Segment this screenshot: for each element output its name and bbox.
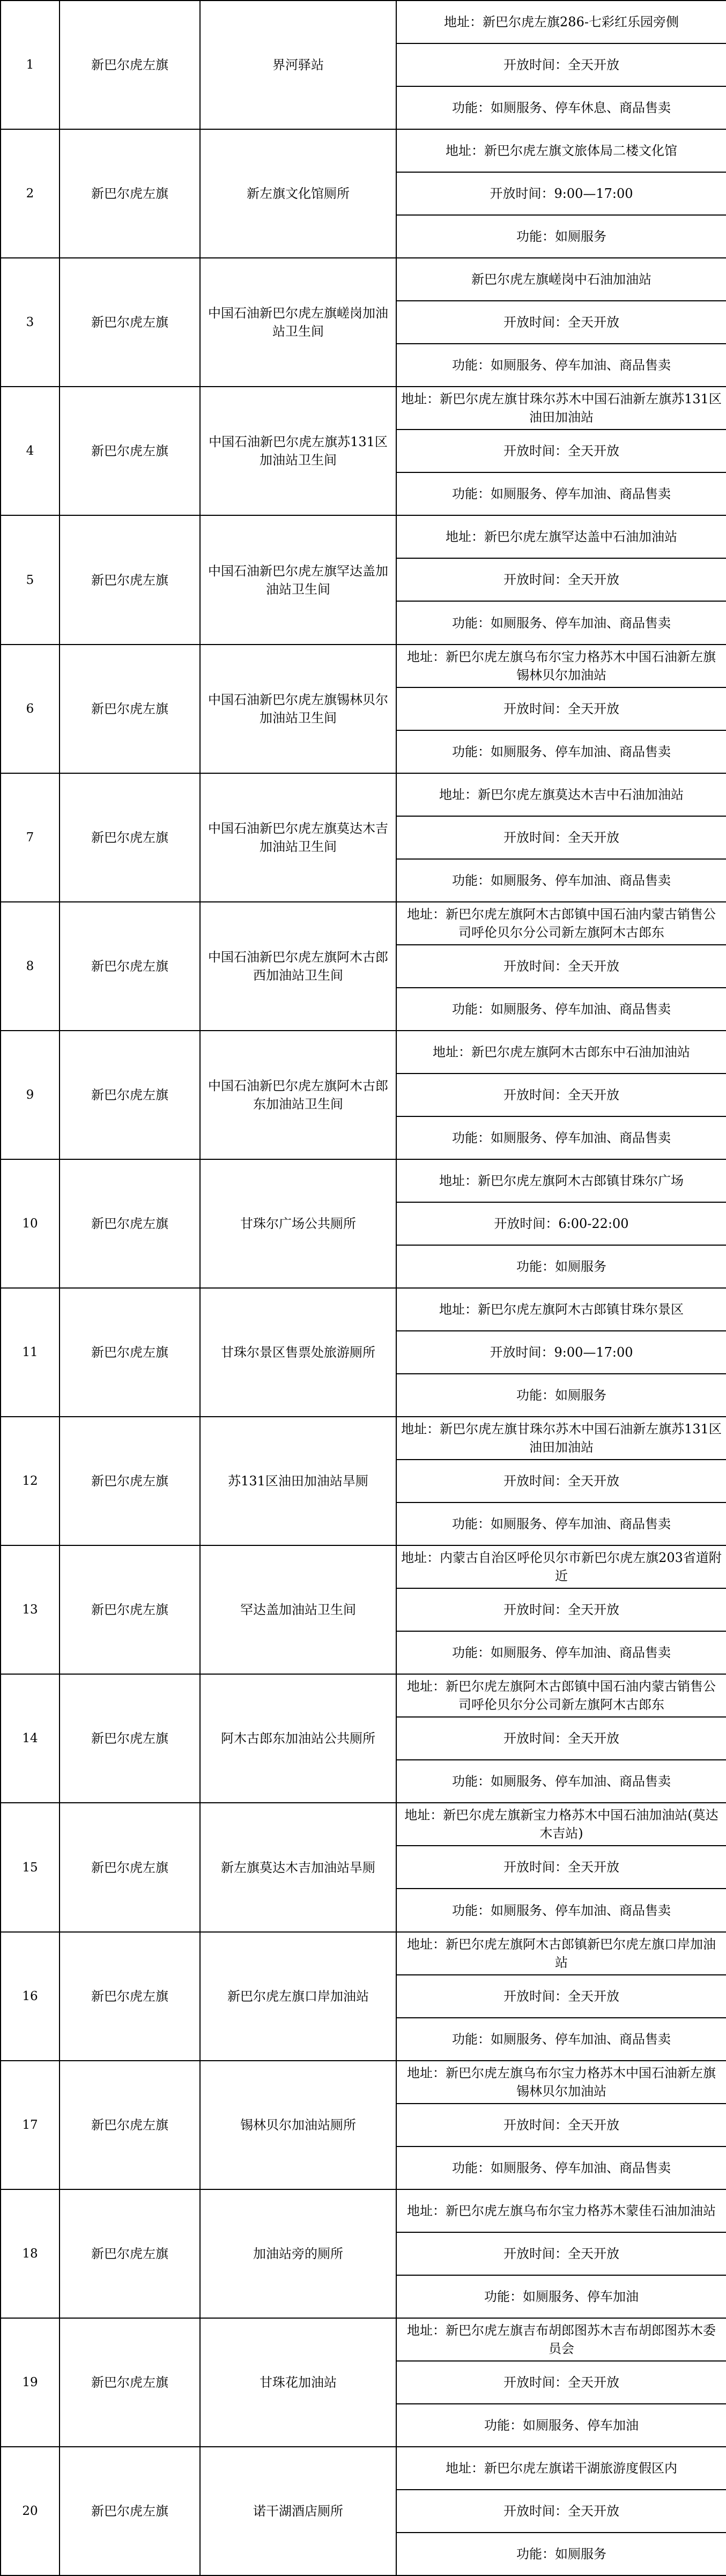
hours-cell: 开放时间：9:00—17:00 <box>396 172 726 215</box>
row-number: 16 <box>1 1932 60 2061</box>
table-row <box>1 1417 726 1460</box>
function-cell: 功能：如厕服务、停车加油 <box>396 2404 726 2447</box>
banner-name: 新巴尔虎左旗 <box>60 2447 200 2575</box>
table-row <box>1 2061 726 2104</box>
row-number: 2 <box>1 129 60 258</box>
table-row <box>1 902 726 945</box>
row-number: 19 <box>1 2318 60 2447</box>
function-cell: 功能：如厕服务、停车加油、商品售卖 <box>396 1760 726 1803</box>
address-cell: 地址：新巴尔虎左旗阿木古郎镇新巴尔虎左旗口岸加油站 <box>396 1932 726 1975</box>
hours-cell: 开放时间：全天开放 <box>396 687 726 730</box>
function-cell: 功能：如厕服务 <box>396 215 726 258</box>
function-cell: 功能：如厕服务、停车加油、商品售卖 <box>396 1502 726 1545</box>
banner-name: 新巴尔虎左旗 <box>60 2318 200 2447</box>
banner-name: 新巴尔虎左旗 <box>60 1159 200 1288</box>
row-number: 13 <box>1 1545 60 1674</box>
facility-name: 甘珠花加油站 <box>200 2318 396 2447</box>
function-cell: 功能：如厕服务、停车加油、商品售卖 <box>396 2146 726 2189</box>
banner-name: 新巴尔虎左旗 <box>60 1 200 129</box>
hours-cell: 开放时间：全天开放 <box>396 2361 726 2404</box>
facility-name: 中国石油新巴尔虎左旗阿木古郎西加油站卫生间 <box>200 902 396 1031</box>
facility-name: 中国石油新巴尔虎左旗嵯岗加油站卫生间 <box>200 258 396 387</box>
facility-name: 加油站旁的厕所 <box>200 2189 396 2318</box>
hours-cell: 开放时间：全天开放 <box>396 1717 726 1760</box>
address-cell: 地址：新巴尔虎左旗罕达盖中石油加油站 <box>396 515 726 558</box>
address-cell: 地址：新巴尔虎左旗吉布胡郎图苏木吉布胡郎图苏木委员会 <box>396 2318 726 2361</box>
banner-name: 新巴尔虎左旗 <box>60 387 200 515</box>
address-cell: 地址：新巴尔虎左旗甘珠尔苏木中国石油新左旗苏131区油田加油站 <box>396 1417 726 1460</box>
function-cell: 功能：如厕服务、停车休息、商品售卖 <box>396 86 726 129</box>
banner-name: 新巴尔虎左旗 <box>60 1932 200 2061</box>
hours-cell: 开放时间：全天开放 <box>396 558 726 601</box>
facility-name: 中国石油新巴尔虎左旗苏131区加油站卫生间 <box>200 387 396 515</box>
row-number: 1 <box>1 1 60 129</box>
banner-name: 新巴尔虎左旗 <box>60 1417 200 1545</box>
row-number: 8 <box>1 902 60 1031</box>
table-row <box>1 1031 726 1074</box>
banner-name: 新巴尔虎左旗 <box>60 1031 200 1159</box>
address-cell: 地址：新巴尔虎左旗莫达木吉中石油加油站 <box>396 773 726 816</box>
facility-name: 新左旗莫达木吉加油站旱厕 <box>200 1803 396 1932</box>
table-row <box>1 2189 726 2232</box>
table-row <box>1 1803 726 1846</box>
table-row <box>1 2447 726 2490</box>
address-cell: 地址：新巴尔虎左旗阿木古郎镇中国石油内蒙古销售公司呼伦贝尔分公司新左旗阿木古郎东 <box>396 1674 726 1717</box>
row-number: 14 <box>1 1674 60 1803</box>
facility-name: 甘珠尔广场公共厕所 <box>200 1159 396 1288</box>
address-cell: 新巴尔虎左旗嵯岗中石油加油站 <box>396 258 726 301</box>
hours-cell: 开放时间：全天开放 <box>396 2104 726 2146</box>
address-cell: 地址：新巴尔虎左旗甘珠尔苏木中国石油新左旗苏131区油田加油站 <box>396 387 726 430</box>
hours-cell: 开放时间：9:00—17:00 <box>396 1331 726 1374</box>
banner-name: 新巴尔虎左旗 <box>60 1288 200 1417</box>
hours-cell: 开放时间：全天开放 <box>396 1074 726 1116</box>
function-cell: 功能：如厕服务、停车加油、商品售卖 <box>396 859 726 902</box>
address-cell: 地址：新巴尔虎左旗286-七彩红乐园旁侧 <box>396 1 726 43</box>
table-row <box>1 2318 726 2361</box>
row-number: 11 <box>1 1288 60 1417</box>
function-cell: 功能：如厕服务、停车加油、商品售卖 <box>396 730 726 773</box>
banner-name: 新巴尔虎左旗 <box>60 902 200 1031</box>
table-row <box>1 1932 726 1975</box>
address-cell: 地址：内蒙古自治区呼伦贝尔市新巴尔虎左旗203省道附近 <box>396 1545 726 1588</box>
row-number: 3 <box>1 258 60 387</box>
row-number: 7 <box>1 773 60 902</box>
address-cell: 地址：新巴尔虎左旗阿木古郎镇甘珠尔广场 <box>396 1159 726 1202</box>
address-cell: 地址：新巴尔虎左旗乌布尔宝力格苏木中国石油新左旗锡林贝尔加油站 <box>396 645 726 687</box>
facility-name: 阿木古郎东加油站公共厕所 <box>200 1674 396 1803</box>
facility-name: 中国石油新巴尔虎左旗阿木古郎东加油站卫生间 <box>200 1031 396 1159</box>
facility-name: 甘珠尔景区售票处旅游厕所 <box>200 1288 396 1417</box>
banner-name: 新巴尔虎左旗 <box>60 645 200 773</box>
facility-name: 中国石油新巴尔虎左旗莫达木吉加油站卫生间 <box>200 773 396 902</box>
row-number: 4 <box>1 387 60 515</box>
table-row <box>1 1674 726 1717</box>
function-cell: 功能：如厕服务、停车加油、商品售卖 <box>396 2018 726 2061</box>
table-row <box>1 1159 726 1202</box>
banner-name: 新巴尔虎左旗 <box>60 515 200 645</box>
banner-name: 新巴尔虎左旗 <box>60 773 200 902</box>
hours-cell: 开放时间：全天开放 <box>396 1460 726 1502</box>
hours-cell: 开放时间：全天开放 <box>396 816 726 859</box>
banner-name: 新巴尔虎左旗 <box>60 2061 200 2189</box>
banner-name: 新巴尔虎左旗 <box>60 1674 200 1803</box>
banner-name: 新巴尔虎左旗 <box>60 129 200 258</box>
table-row <box>1 515 726 558</box>
row-number: 17 <box>1 2061 60 2189</box>
table-row <box>1 773 726 816</box>
table-row <box>1 645 726 687</box>
hours-cell: 开放时间：全天开放 <box>396 2490 726 2533</box>
facility-name: 新巴尔虎左旗口岸加油站 <box>200 1932 396 2061</box>
function-cell: 功能：如厕服务、停车加油、商品售卖 <box>396 1116 726 1159</box>
row-number: 5 <box>1 515 60 645</box>
facility-name: 中国石油新巴尔虎左旗罕达盖加油站卫生间 <box>200 515 396 645</box>
row-number: 6 <box>1 645 60 773</box>
address-cell: 地址：新巴尔虎左旗乌布尔宝力格苏木中国石油新左旗锡林贝尔加油站 <box>396 2061 726 2104</box>
facility-name: 新左旗文化馆厕所 <box>200 129 396 258</box>
row-number: 9 <box>1 1031 60 1159</box>
function-cell: 功能：如厕服务、停车加油 <box>396 2275 726 2318</box>
table-row <box>1 1 726 43</box>
hours-cell: 开放时间：全天开放 <box>396 1846 726 1889</box>
hours-cell: 开放时间：全天开放 <box>396 43 726 86</box>
row-number: 10 <box>1 1159 60 1288</box>
function-cell: 功能：如厕服务、停车加油、商品售卖 <box>396 601 726 645</box>
address-cell: 地址：新巴尔虎左旗文旅体局二楼文化馆 <box>396 129 726 172</box>
table-row <box>1 1545 726 1588</box>
row-number: 15 <box>1 1803 60 1932</box>
banner-name: 新巴尔虎左旗 <box>60 1803 200 1932</box>
facility-name: 苏131区油田加油站旱厕 <box>200 1417 396 1545</box>
hours-cell: 开放时间：全天开放 <box>396 430 726 472</box>
function-cell: 功能：如厕服务 <box>396 1245 726 1288</box>
hours-cell: 开放时间：全天开放 <box>396 945 726 988</box>
address-cell: 地址：新巴尔虎左旗阿木古郎镇中国石油内蒙古销售公司呼伦贝尔分公司新左旗阿木古郎东 <box>396 902 726 945</box>
address-cell: 地址：新巴尔虎左旗阿木古郎东中石油加油站 <box>396 1031 726 1074</box>
row-number: 18 <box>1 2189 60 2318</box>
address-cell: 地址：新巴尔虎左旗新宝力格苏木中国石油加油站(莫达木吉站) <box>396 1803 726 1846</box>
facility-name: 锡林贝尔加油站厕所 <box>200 2061 396 2189</box>
facility-name: 诺干湖酒店厕所 <box>200 2447 396 2575</box>
hours-cell: 开放时间：全天开放 <box>396 1588 726 1631</box>
function-cell: 功能：如厕服务、停车加油、商品售卖 <box>396 1889 726 1932</box>
hours-cell: 开放时间：全天开放 <box>396 301 726 344</box>
function-cell: 功能：如厕服务、停车加油、商品售卖 <box>396 344 726 387</box>
banner-name: 新巴尔虎左旗 <box>60 258 200 387</box>
hours-cell: 开放时间：6:00-22:00 <box>396 1202 726 1245</box>
banner-name: 新巴尔虎左旗 <box>60 1545 200 1674</box>
function-cell: 功能：如厕服务、停车加油、商品售卖 <box>396 1631 726 1674</box>
address-cell: 地址：新巴尔虎左旗诺干湖旅游度假区内 <box>396 2447 726 2490</box>
banner-name: 新巴尔虎左旗 <box>60 2189 200 2318</box>
facility-name: 罕达盖加油站卫生间 <box>200 1545 396 1674</box>
hours-cell: 开放时间：全天开放 <box>396 2232 726 2275</box>
address-cell: 地址：新巴尔虎左旗乌布尔宝力格苏木蒙佳石油加油站 <box>396 2189 726 2232</box>
row-number: 20 <box>1 2447 60 2575</box>
function-cell: 功能：如厕服务 <box>396 2533 726 2575</box>
facility-name: 界河驿站 <box>200 1 396 129</box>
table-row <box>1 129 726 172</box>
function-cell: 功能：如厕服务 <box>396 1374 726 1417</box>
table-body <box>1 1 726 2575</box>
table-row <box>1 258 726 301</box>
row-number: 12 <box>1 1417 60 1545</box>
address-cell: 地址：新巴尔虎左旗阿木古郎镇甘珠尔景区 <box>396 1288 726 1331</box>
hours-cell: 开放时间：全天开放 <box>396 1975 726 2018</box>
table-row <box>1 1288 726 1331</box>
function-cell: 功能：如厕服务、停车加油、商品售卖 <box>396 472 726 515</box>
facility-name: 中国石油新巴尔虎左旗锡林贝尔加油站卫生间 <box>200 645 396 773</box>
table-row <box>1 387 726 430</box>
function-cell: 功能：如厕服务、停车加油、商品售卖 <box>396 988 726 1031</box>
